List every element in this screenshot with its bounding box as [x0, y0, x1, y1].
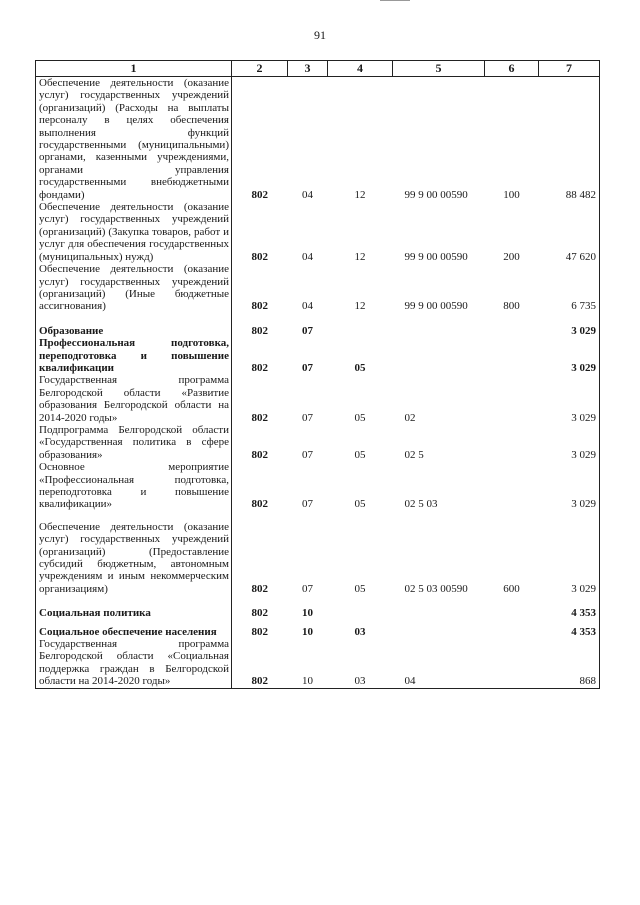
table-row — [36, 337, 600, 374]
row-c4: 05 — [354, 498, 366, 511]
row-c3: 10 — [302, 607, 313, 620]
header-col-2: 2 — [232, 61, 288, 77]
table-row — [36, 607, 600, 619]
row-c5: 02 5 — [404, 448, 424, 461]
table-header-row — [36, 61, 600, 77]
spacer-row — [36, 595, 600, 607]
row-c3: 07 — [302, 582, 313, 595]
row-c5: 02 5 03 00590 — [404, 582, 468, 595]
row-c5 — [393, 325, 485, 337]
row-c6: 800 — [503, 300, 520, 313]
row-c2: 802 — [251, 411, 268, 424]
row-c6 — [485, 337, 539, 374]
row-name: Государственная программа Белгородской области «Социальная поддержка граждан в Белгородской области на 2014-2020 годы» — [36, 638, 232, 688]
row-c6 — [485, 325, 539, 337]
row-c2: 802 — [251, 448, 268, 461]
row-name: Государственная программа Белгородской области «Развитие образования Белгородской области на 2014-2020 годы» — [36, 374, 232, 424]
row-name: Обеспечение деятельности (оказание услуг) государственных учреждений (организаций) (Предоставление субсидий бюджетным, автономным учреждениям и иным некоммерческим организациям) — [36, 511, 232, 595]
row-c5: 99 9 00 00590 — [404, 300, 468, 313]
row-c4: 12 — [354, 188, 366, 201]
row-c3: 04 — [302, 188, 313, 201]
row-c4: 12 — [354, 300, 366, 313]
row-c4: 05 — [354, 411, 366, 424]
row-c7: 88 482 — [539, 77, 600, 202]
row-c7: 4 353 — [539, 607, 600, 619]
row-c7: 3 029 — [539, 511, 600, 595]
row-c4 — [328, 325, 393, 337]
row-c2: 802 — [251, 300, 268, 313]
row-c6 — [485, 374, 539, 424]
header-col-7: 7 — [539, 61, 600, 77]
row-c2: 802 — [251, 625, 268, 638]
table-row — [36, 461, 600, 511]
row-c3: 04 — [302, 300, 313, 313]
row-c5 — [393, 607, 485, 619]
row-c3: 10 — [302, 625, 313, 638]
row-c3: 07 — [302, 448, 313, 461]
row-c7: 4 353 — [539, 620, 600, 638]
row-c7: 3 029 — [539, 424, 600, 461]
row-c6: 100 — [503, 188, 520, 201]
row-c3: 10 — [288, 638, 328, 688]
row-c7: 47 620 — [539, 201, 600, 263]
row-name: Социальная политика — [36, 607, 232, 619]
row-c2: 802 — [251, 498, 268, 511]
table-row — [36, 77, 600, 202]
header-col-5: 5 — [393, 61, 485, 77]
row-c4: 03 — [354, 625, 366, 638]
row-name: Основное мероприятие «Профессиональная подготовка, переподготовка и повышение квалификации» — [36, 461, 232, 511]
row-c7: 868 — [539, 638, 600, 688]
row-name: Профессиональная подготовка, переподготовка и повышение квалификации — [36, 337, 232, 374]
row-c6 — [485, 607, 539, 619]
row-c6 — [485, 638, 539, 688]
row-name: Социальное обеспечение населения — [36, 620, 232, 638]
row-c7: 3 029 — [539, 325, 600, 337]
row-c6: 600 — [503, 582, 520, 595]
row-c7: 6 735 — [539, 263, 600, 313]
row-c5: 04 — [393, 638, 485, 688]
table-row — [36, 374, 600, 424]
row-c4: 05 — [354, 582, 366, 595]
table-row — [36, 638, 600, 688]
row-c6 — [485, 620, 539, 638]
page-number: 91 — [314, 28, 326, 42]
row-c6 — [485, 461, 539, 511]
row-c4: 05 — [354, 361, 366, 374]
row-c2: 802 — [251, 188, 268, 201]
row-c7: 3 029 — [539, 461, 600, 511]
header-col-3: 3 — [288, 61, 328, 77]
table-row — [36, 620, 600, 638]
row-c7: 3 029 — [539, 374, 600, 424]
row-c7: 3 029 — [539, 337, 600, 374]
table-row — [36, 511, 600, 595]
row-c4: 05 — [354, 448, 366, 461]
table-row — [36, 263, 600, 313]
row-c3: 04 — [302, 250, 313, 263]
row-name: Образование — [36, 325, 232, 337]
row-c2: 802 — [232, 638, 288, 688]
row-c6 — [485, 424, 539, 461]
row-name: Подпрограмма Белгородской области «Государственная политика в сфере образования» — [36, 424, 232, 461]
header-col-4: 4 — [328, 61, 393, 77]
row-c5: 02 5 03 — [404, 498, 438, 511]
row-c2: 802 — [251, 582, 268, 595]
header-col-6: 6 — [485, 61, 539, 77]
row-c3: 07 — [302, 361, 313, 374]
row-c3: 07 — [302, 411, 313, 424]
table-row — [36, 325, 600, 337]
row-c2: 802 — [251, 361, 268, 374]
row-c5 — [393, 620, 485, 638]
row-c6: 200 — [503, 250, 520, 263]
row-name: Обеспечение деятельности (оказание услуг) государственных учреждений (организаций) (Расходы на выплаты персоналу в целях обеспечения выполнения функций государственными (муниципальными) органами, казенными учреждениями, органами управления государственными внебюджетными фондами) — [36, 77, 232, 202]
row-c2: 802 — [251, 250, 268, 263]
scan-mark — [380, 0, 410, 3]
row-c4 — [328, 607, 393, 619]
table-row — [36, 424, 600, 461]
row-c4: 12 — [354, 250, 366, 263]
row-c5: 99 9 00 00590 — [404, 188, 468, 201]
row-c3: 07 — [302, 324, 313, 337]
table-row — [36, 201, 600, 263]
header-col-1: 1 — [36, 61, 232, 77]
row-name: Обеспечение деятельности (оказание услуг) государственных учреждений (организаций) (Иные бюджетные ассигнования) — [36, 263, 232, 313]
row-c3: 07 — [302, 498, 313, 511]
row-c4: 03 — [328, 638, 393, 688]
row-c5: 02 — [404, 411, 416, 424]
row-c5: 99 9 00 00590 — [404, 250, 468, 263]
row-c2: 802 — [251, 324, 268, 337]
row-c5 — [393, 337, 485, 374]
spacer-row — [36, 313, 600, 325]
budget-table — [35, 60, 599, 689]
row-name: Обеспечение деятельности (оказание услуг) государственных учреждений (организаций) (Закупка товаров, работ и услуг для обеспечения государственных (муниципальных) нужд) — [36, 201, 232, 263]
row-c2: 802 — [251, 607, 268, 620]
